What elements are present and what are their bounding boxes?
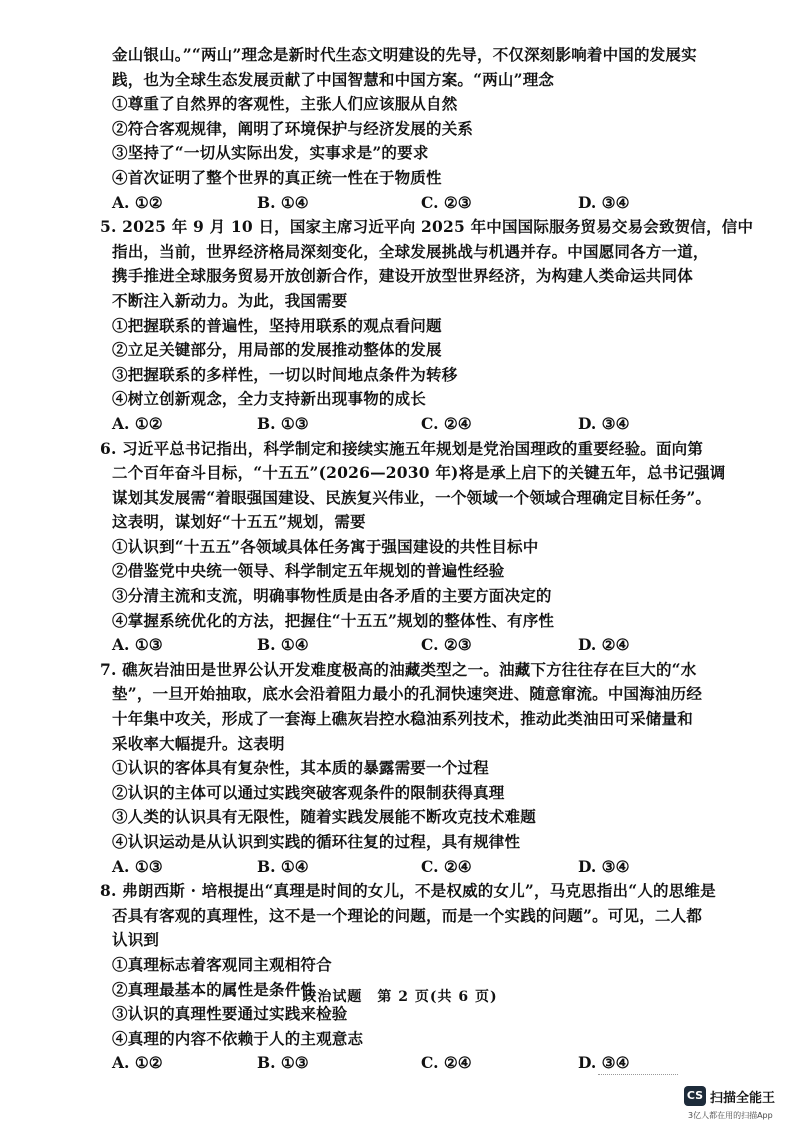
option-b: B. ①③ xyxy=(257,1053,309,1073)
choice-statement: ②真理最基本的属性是条件性 xyxy=(112,979,317,999)
choice-statement: ①认识到“十五五”各领域具体任务寓于强国建设的共性目标中 xyxy=(112,536,539,556)
choice-statement: ③分清主流和支流，明确事物性质是由各矛盾的主要方面决定的 xyxy=(112,586,552,606)
question-stem: 5. 2025 年 9 月 10 日，国家主席习近平向 2025 年中国国际服务贸易交易会致贺信，信中 xyxy=(100,217,754,237)
choice-statement: ①认识的客体具有复杂性，其本质的暴露需要一个过程 xyxy=(112,758,489,778)
choice-statement: ②符合客观规律，阐明了环境保护与经济发展的关系 xyxy=(112,118,474,138)
choice-statement: ④真理的内容不依赖于人的主观意志 xyxy=(112,1028,364,1048)
option-c: C. ②③ xyxy=(421,192,472,212)
choice-statement: ④树立创新观念，全力支持新出现事物的成长 xyxy=(112,389,427,409)
choice-statement: ④掌握系统优化的方法，把握住“十五五”规划的整体性、有序性 xyxy=(112,610,555,630)
choice-statement: ③把握联系的多样性，一切以时间地点条件为转移 xyxy=(112,364,458,384)
watermark-app-name: 扫描全能王 xyxy=(710,1091,776,1106)
answer-options xyxy=(112,191,712,216)
question-6 xyxy=(100,437,726,658)
option-b: B. ①④ xyxy=(257,192,309,212)
option-b: B. ①④ xyxy=(257,856,309,876)
choice-statement: ③认识的真理性要通过实践来检验 xyxy=(112,1004,348,1024)
choice-statement: ④认识运动是从认识到实践的循环往复的过程，具有规律性 xyxy=(112,832,521,851)
option-d: D. ③④ xyxy=(578,856,630,876)
choice-statement: ②借鉴党中央统一领导、科学制定五年规划的普遍性经验 xyxy=(112,561,505,581)
choice-statement: ③人类的认识具有无限性，随着实践发展能不断攻克技术难题 xyxy=(112,807,536,827)
option-a: A. ①② xyxy=(112,1053,163,1073)
question-4-continued xyxy=(112,43,712,215)
option-c: C. ②④ xyxy=(421,413,472,433)
watermark-tagline: 3亿人都在用的扫描App xyxy=(688,1111,773,1120)
question-line: 这表明，谋划好“十五五”规划，需要 xyxy=(112,512,366,532)
answer-options xyxy=(112,412,712,437)
option-d: D. ③④ xyxy=(578,1053,630,1073)
option-d: D. ③④ xyxy=(578,413,630,433)
option-b: B. ①④ xyxy=(257,635,309,655)
answer-options xyxy=(112,855,712,880)
question-5 xyxy=(100,215,754,436)
question-stem: 6. 习近平总书记指出，科学制定和接续实施五年规划是党治国理政的重要经验。面向第 xyxy=(100,438,704,458)
option-a: A. ①② xyxy=(112,413,163,433)
question-stem: 8. 弗朗西斯 · 培根提出“真理是时间的女儿，不是权威的女儿”，马克思指出“人的思维是 xyxy=(100,881,716,901)
question-line: 不断注入新动力。为此，我国需要 xyxy=(112,290,348,310)
option-c: C. ②④ xyxy=(421,1053,472,1073)
question-line: 金山银山。”“两山”理念是新时代生态文明建设的先导，不仅深刻影响着中国的发展实 xyxy=(112,45,697,64)
option-c: C. ②③ xyxy=(421,635,472,655)
question-line: 认识到 xyxy=(112,930,160,950)
question-line: 践，也为全球生态发展贡献了中国智慧和中国方案。“两山”理念 xyxy=(112,69,555,89)
exam-content xyxy=(100,43,754,1076)
question-line: 垫”，一旦开始抽取，底水会沿着阻力最小的孔洞快速突进、随意窜流。中国海油历经 xyxy=(112,684,703,704)
camscanner-logo-icon: CS xyxy=(684,1086,706,1106)
choice-statement: ④首次证明了整个世界的真正统一性在于物质性 xyxy=(112,167,442,187)
option-d: D. ③④ xyxy=(578,192,630,212)
option-d: D. ②④ xyxy=(578,635,630,655)
question-line: 采收率大幅提升。这表明 xyxy=(112,733,285,753)
choice-statement: ③坚持了“一切从实际出发，实事求是”的要求 xyxy=(112,143,429,163)
choice-statement: ①尊重了自然界的客观性，主张人们应该服从自然 xyxy=(112,94,458,114)
choice-statement: ②立足关键部分，用局部的发展推动整体的发展 xyxy=(112,340,442,360)
page-footer: 政治试题 第 2 页(共 6 页) xyxy=(302,989,498,1005)
scanner-watermark xyxy=(684,1086,794,1126)
question-line: 谋划其发展需“着眼强国建设、民族复兴伟业，一个领域一个领域合理确定目标任务”。 xyxy=(112,487,712,507)
answer-options xyxy=(112,1051,712,1076)
option-a: A. ①③ xyxy=(112,856,163,876)
choice-statement: ①真理标志着客观同主观相符合 xyxy=(112,954,332,974)
question-line: 指出，当前，世界经济格局深刻变化，全球发展挑战与机遇并存。中国愿同各方一道， xyxy=(112,241,709,261)
choice-statement: ②认识的主体可以通过实践突破客观条件的限制获得真理 xyxy=(112,782,505,802)
question-line: 否具有客观的真理性，这不是一个理论的问题，而是一个实践的问题”。可见，二人都 xyxy=(112,905,703,925)
question-8 xyxy=(100,879,716,1076)
divider xyxy=(598,1074,678,1075)
choice-statement: ①把握联系的普遍性，坚持用联系的观点看问题 xyxy=(112,315,442,335)
question-7 xyxy=(100,658,712,879)
answer-options xyxy=(112,633,712,658)
question-stem: 7. 礁灰岩油田是世界公认开发难度极高的油藏类型之一。油藏下方往往存在巨大的“水 xyxy=(100,659,697,679)
option-c: C. ②④ xyxy=(421,856,472,876)
option-a: A. ①③ xyxy=(112,635,163,655)
question-line: 十年集中攻关，形成了一套海上礁灰岩控水稳油系列技术，推动此类油田可采储量和 xyxy=(112,709,693,729)
option-a: A. ①② xyxy=(112,192,163,212)
question-line: 携手推进全球服务贸易开放创新合作，建设开放型世界经济，为构建人类命运共同体 xyxy=(112,266,693,286)
question-line: 二个百年奋斗目标，“十五五”(2026—2030 年)将是承上启下的关键五年，总书记强调 xyxy=(112,463,726,483)
option-b: B. ①③ xyxy=(257,413,309,433)
